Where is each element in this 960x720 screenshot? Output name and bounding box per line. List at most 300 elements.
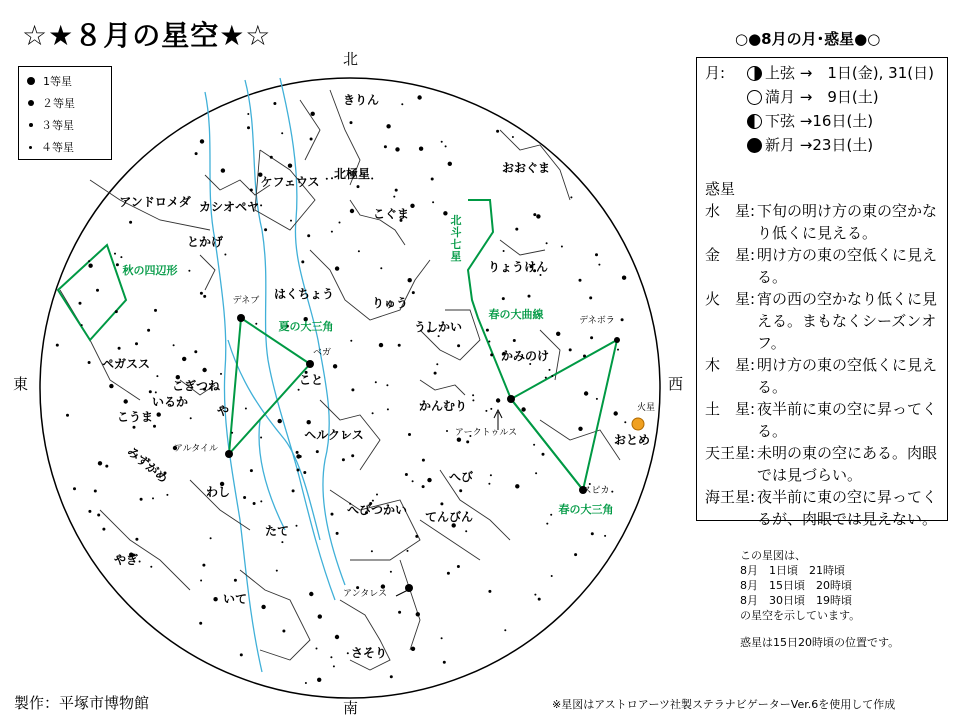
- background-star: [253, 502, 256, 505]
- asterism-label: 星: [450, 250, 462, 263]
- background-star: [157, 412, 161, 416]
- background-star: [156, 375, 158, 377]
- background-star: [386, 124, 390, 128]
- background-star: [339, 222, 341, 224]
- background-star: [250, 469, 253, 472]
- background-star: [412, 291, 415, 294]
- star-deneb: [237, 314, 245, 322]
- planet-description: 明け方の東の空低くに見える。: [757, 356, 938, 396]
- background-star: [416, 612, 420, 616]
- planet-description: 夜半前に東の空に昇ってくる。: [757, 400, 938, 440]
- planet-description: 宵の西の空かなり低くに見える。まもなくシーズンオフ。: [757, 290, 938, 352]
- background-star: [432, 201, 434, 203]
- background-star: [503, 250, 505, 252]
- background-star: [457, 344, 460, 347]
- background-star: [88, 361, 91, 364]
- chart-labels: [102, 93, 655, 660]
- constellation-label: こうま: [116, 410, 154, 424]
- star-label: デネブ: [232, 296, 260, 306]
- milky-way-edge: [245, 80, 335, 600]
- asterism-label: 春の大三角: [558, 503, 614, 516]
- background-star: [390, 571, 392, 573]
- background-star: [311, 112, 315, 116]
- planet-row: [705, 288, 941, 354]
- background-star: [436, 363, 438, 365]
- background-star: [533, 213, 536, 216]
- background-star: [224, 254, 226, 256]
- background-star: [472, 399, 474, 401]
- background-star: [589, 483, 591, 485]
- background-star: [533, 444, 535, 446]
- background-star: [155, 391, 157, 393]
- background-star: [551, 375, 553, 377]
- moon-phase-date: → 9日(土): [799, 88, 879, 106]
- mars-planet-icon: [632, 418, 644, 430]
- background-star: [245, 408, 247, 410]
- background-star: [203, 295, 206, 298]
- background-star: [118, 347, 121, 350]
- asterism-lines: [58, 200, 617, 490]
- star-arcturus: [507, 395, 515, 403]
- background-star: [598, 264, 600, 266]
- background-star: [611, 491, 613, 493]
- constellation-label: 北極星: [333, 167, 371, 181]
- constellation-label: とかげ: [186, 235, 224, 249]
- planet-description: 下旬の明け方の東の空かなり低くに見える。: [757, 202, 938, 242]
- background-star: [88, 264, 92, 268]
- background-star: [81, 324, 83, 326]
- background-star: [98, 461, 102, 465]
- background-star: [395, 147, 399, 151]
- background-star: [504, 629, 506, 631]
- background-star: [386, 384, 388, 386]
- background-star: [200, 139, 204, 143]
- background-star: [446, 430, 448, 432]
- background-star: [194, 350, 197, 353]
- background-star: [276, 570, 278, 572]
- credit: 製作：平塚市博物館: [14, 694, 150, 712]
- background-star: [243, 496, 246, 499]
- planet-label: 火星: [636, 403, 656, 413]
- background-star: [441, 141, 443, 143]
- asterism-label: 七: [450, 238, 462, 251]
- background-star: [120, 256, 122, 258]
- moon-full-icon: [747, 90, 762, 105]
- background-star: [220, 373, 222, 375]
- background-star: [210, 537, 212, 539]
- background-star: [408, 278, 412, 282]
- planet-name: 天王星:: [705, 444, 756, 462]
- background-star: [438, 335, 440, 337]
- background-star: [202, 368, 206, 372]
- background-star: [604, 535, 606, 537]
- planet-row: [705, 354, 941, 398]
- background-star: [139, 561, 141, 563]
- background-star: [550, 514, 552, 516]
- background-star: [309, 592, 313, 596]
- background-star: [350, 121, 353, 124]
- legend-label: 1等星: [43, 75, 72, 88]
- background-star: [583, 355, 586, 358]
- background-star: [336, 532, 339, 535]
- constellation-label: や: [216, 404, 230, 418]
- background-star: [150, 566, 152, 568]
- background-star: [133, 426, 136, 429]
- background-star: [182, 357, 186, 361]
- background-star: [621, 318, 624, 321]
- background-star: [528, 295, 531, 298]
- planet-description: 夜半前に東の空に昇ってくるが、肉眼では見えない。: [757, 488, 938, 528]
- background-star: [288, 164, 292, 168]
- background-star: [66, 414, 69, 417]
- background-star: [357, 185, 360, 188]
- moon-phase-name: 下弦: [765, 112, 796, 130]
- constellation-label: はくちょう: [273, 287, 335, 301]
- background-star: [422, 485, 425, 488]
- cardinal-west: 西: [668, 375, 684, 393]
- constellation-line: [420, 310, 480, 360]
- background-star: [540, 274, 542, 276]
- background-star: [422, 459, 425, 462]
- moon-phase-name: 新月: [765, 136, 796, 154]
- constellation-line: [200, 255, 215, 290]
- background-star: [411, 647, 415, 651]
- background-star: [496, 398, 500, 402]
- background-star: [281, 132, 283, 134]
- asterism-summer-triangle: [229, 318, 310, 454]
- background-star: [624, 421, 626, 423]
- background-star: [419, 147, 423, 151]
- constellation-label: ヘルクレス: [304, 428, 364, 442]
- background-star: [79, 302, 82, 305]
- constellation-line: [240, 570, 310, 660]
- constellation-label: おとめ: [613, 433, 651, 447]
- planet-description: 未明の東の空にある。肉眼では見づらい。: [757, 444, 938, 484]
- constellation-label: いて: [222, 592, 248, 606]
- background-star: [515, 484, 519, 488]
- constellation-label: おおぐま: [501, 161, 551, 175]
- planet-description: 明け方の東の空低くに見える。: [757, 246, 938, 286]
- planet-row: [705, 486, 941, 530]
- background-star: [529, 363, 531, 365]
- planet-list: [705, 178, 941, 530]
- background-star: [200, 292, 203, 295]
- background-star: [569, 348, 572, 351]
- constellation-line: [310, 250, 430, 320]
- background-star: [551, 575, 553, 577]
- background-star: [387, 408, 389, 410]
- background-star: [512, 136, 514, 138]
- background-star: [384, 145, 387, 148]
- background-star: [410, 204, 414, 208]
- background-star: [570, 196, 572, 198]
- background-star: [221, 168, 225, 172]
- background-star: [56, 344, 59, 347]
- background-star: [116, 263, 119, 266]
- moon-phase-row: [747, 62, 934, 84]
- star-denebola: [614, 337, 620, 343]
- background-star: [347, 652, 349, 654]
- background-star: [153, 425, 156, 428]
- background-star: [296, 451, 299, 454]
- planet-row: [705, 398, 941, 442]
- background-star: [270, 156, 273, 159]
- background-star: [448, 162, 452, 166]
- asterism-label: 春の大曲線: [488, 308, 544, 321]
- background-star: [488, 590, 491, 593]
- milky-way: [205, 78, 345, 672]
- moon-phase-row: [747, 86, 879, 108]
- background-star: [317, 678, 321, 682]
- background-star: [281, 541, 283, 543]
- legend-label: ４等星: [41, 141, 74, 154]
- background-star: [261, 605, 265, 609]
- background-star: [88, 260, 90, 262]
- moon-planet-panel: [696, 57, 948, 528]
- page-title: ☆★８月の星空★☆: [22, 19, 272, 52]
- planet-name: 海王星:: [705, 488, 756, 506]
- constellation-label: こぎつね: [171, 379, 221, 393]
- constellation-label: こぐま: [372, 207, 410, 221]
- background-star: [486, 329, 489, 332]
- background-star: [502, 297, 505, 300]
- background-star: [316, 648, 318, 650]
- source-note: ※星図はアストロアーツ社製ステラナビゲーターVer.6を使用して作成: [552, 698, 896, 711]
- background-star: [408, 433, 411, 436]
- background-star: [333, 364, 337, 368]
- background-star: [135, 342, 138, 345]
- background-star: [115, 310, 118, 313]
- background-star: [412, 480, 414, 482]
- constellation-label: ケフェウス: [260, 175, 320, 189]
- moon-last-quarter-icon: [747, 114, 762, 129]
- background-star: [538, 598, 541, 601]
- star-label: アンタレス: [342, 589, 388, 599]
- note-line: 8月 1日頃 21時頃: [740, 564, 845, 577]
- cardinal-south: 南: [343, 699, 359, 717]
- background-star: [488, 483, 490, 485]
- asterism-label: 北: [450, 214, 462, 227]
- background-star: [94, 490, 97, 493]
- constellation-label: みずがめ: [124, 444, 171, 486]
- arcturus-arrow-icon: [494, 410, 502, 430]
- background-star: [546, 242, 548, 244]
- constellation-label: いるか: [151, 395, 189, 409]
- background-star: [591, 532, 594, 535]
- constellation-label: かみのけ: [500, 349, 550, 363]
- background-star: [441, 637, 443, 639]
- background-star: [578, 427, 582, 431]
- background-star: [260, 437, 262, 439]
- constellation-label: こと: [298, 373, 324, 387]
- background-star: [296, 525, 298, 527]
- background-star: [589, 296, 592, 299]
- background-star: [305, 682, 307, 684]
- background-star: [88, 510, 91, 513]
- background-star: [380, 267, 382, 269]
- background-star: [326, 178, 328, 180]
- moon-phase-date: →16日(土): [799, 112, 874, 130]
- constellation-label: かんむり: [418, 399, 468, 413]
- background-star: [301, 260, 304, 263]
- constellation-label: やぎ: [113, 553, 139, 567]
- planet-name: 水 星:: [705, 202, 756, 220]
- background-star: [273, 102, 276, 105]
- moon-new-icon: [747, 138, 762, 153]
- background-star: [466, 440, 469, 443]
- constellation-line: [540, 420, 620, 460]
- constellation-line: [420, 380, 465, 395]
- asterism-label: 夏の大三角: [278, 320, 334, 333]
- chart-time-note: [740, 548, 899, 650]
- background-star: [350, 340, 352, 342]
- background-star: [331, 231, 333, 233]
- background-star: [255, 323, 257, 325]
- background-star: [240, 653, 243, 656]
- background-star: [427, 478, 431, 482]
- note-line: 8月 30日頃 19時頃: [740, 594, 852, 607]
- planet-name: 土 星:: [705, 400, 756, 418]
- background-star: [303, 471, 306, 474]
- background-star: [140, 498, 143, 501]
- background-star: [546, 523, 548, 525]
- moon-phase-row: [747, 110, 873, 132]
- background-star: [96, 289, 99, 292]
- background-star: [260, 204, 262, 206]
- constellation-label: アンドロメダ: [119, 195, 191, 209]
- background-star: [264, 228, 267, 231]
- background-star: [490, 474, 492, 476]
- moon-phase-row: [747, 134, 873, 156]
- background-star: [200, 580, 202, 582]
- background-star: [231, 432, 233, 434]
- asterism-label: 秋の四辺形: [122, 264, 178, 277]
- background-star: [297, 469, 300, 472]
- background-star: [515, 228, 518, 231]
- planet-row: [705, 200, 941, 244]
- background-star: [147, 329, 150, 332]
- star-label: アークトゥルス: [454, 428, 518, 438]
- background-star: [398, 344, 401, 347]
- star-label: アルタイル: [173, 444, 219, 454]
- background-star: [154, 309, 157, 312]
- star-altair: [225, 450, 233, 458]
- background-star: [310, 138, 313, 141]
- moon-label: 月:: [705, 64, 726, 82]
- background-star: [129, 221, 132, 224]
- background-star: [190, 417, 192, 419]
- background-star: [102, 528, 105, 531]
- planet-row: [705, 442, 941, 486]
- constellation-label: たて: [264, 524, 290, 538]
- background-star: [188, 270, 190, 272]
- background-star: [335, 635, 339, 639]
- background-star: [390, 675, 393, 678]
- background-star: [490, 408, 492, 410]
- background-star: [135, 538, 138, 541]
- background-star: [331, 177, 333, 179]
- star-label: ベガ: [312, 348, 332, 358]
- background-star: [457, 438, 461, 442]
- background-star: [282, 630, 285, 633]
- background-star: [542, 453, 545, 456]
- planet-name: 木 星:: [705, 356, 756, 374]
- background-star: [372, 500, 374, 502]
- star-label: スピカ: [582, 486, 610, 496]
- background-star: [393, 196, 395, 198]
- background-star: [213, 597, 217, 601]
- background-star: [488, 341, 490, 343]
- background-star: [124, 399, 128, 403]
- background-star: [350, 209, 354, 213]
- constellation-label: さそり: [350, 646, 388, 660]
- background-star: [443, 661, 446, 664]
- background-star: [342, 458, 345, 461]
- planet-position-note: 惑星は15日20時頃の位置です。: [740, 636, 900, 649]
- background-star: [401, 103, 403, 105]
- background-star: [290, 220, 292, 222]
- background-star: [372, 412, 374, 414]
- background-star: [535, 472, 537, 474]
- background-star: [574, 553, 577, 556]
- background-star: [549, 369, 551, 371]
- background-star: [415, 535, 418, 538]
- milky-way-edge: [259, 420, 285, 530]
- background-stars: [56, 95, 627, 684]
- constellation-label: へび: [448, 470, 474, 484]
- constellation-label: りゅう: [371, 296, 409, 310]
- star-vega: [306, 360, 314, 368]
- constellation-line: [300, 100, 320, 160]
- constellation-label: きりん: [342, 93, 380, 107]
- background-star: [247, 126, 250, 129]
- background-star: [371, 178, 373, 180]
- background-star: [247, 113, 249, 115]
- background-star: [379, 343, 383, 347]
- background-star: [333, 665, 335, 667]
- background-star: [398, 611, 401, 614]
- background-star: [307, 234, 310, 237]
- background-star: [97, 514, 100, 517]
- note-line: の星空を示しています。: [740, 609, 861, 622]
- constellation-line: [330, 490, 420, 560]
- background-star: [561, 246, 563, 248]
- background-star: [521, 407, 525, 411]
- background-star: [166, 494, 168, 496]
- background-star: [465, 530, 467, 532]
- background-star: [234, 579, 237, 582]
- planets-title: 惑星: [705, 180, 736, 198]
- background-star: [536, 214, 540, 218]
- background-star: [351, 388, 354, 391]
- background-star: [73, 487, 76, 490]
- background-star: [440, 502, 443, 505]
- constellation-line: [100, 510, 190, 590]
- background-star: [260, 500, 262, 502]
- background-star: [534, 594, 536, 596]
- star-label: デネボラ: [579, 316, 615, 326]
- background-star: [376, 494, 378, 496]
- background-star: [330, 656, 332, 658]
- background-star: [584, 391, 588, 395]
- background-star: [579, 279, 582, 282]
- cardinal-east: 東: [13, 375, 29, 393]
- bright-stars: [225, 314, 620, 592]
- background-star: [173, 344, 175, 346]
- background-star: [318, 614, 322, 618]
- moon-phase-date: → 1日(金), 31(日): [799, 64, 934, 82]
- background-star: [298, 389, 300, 391]
